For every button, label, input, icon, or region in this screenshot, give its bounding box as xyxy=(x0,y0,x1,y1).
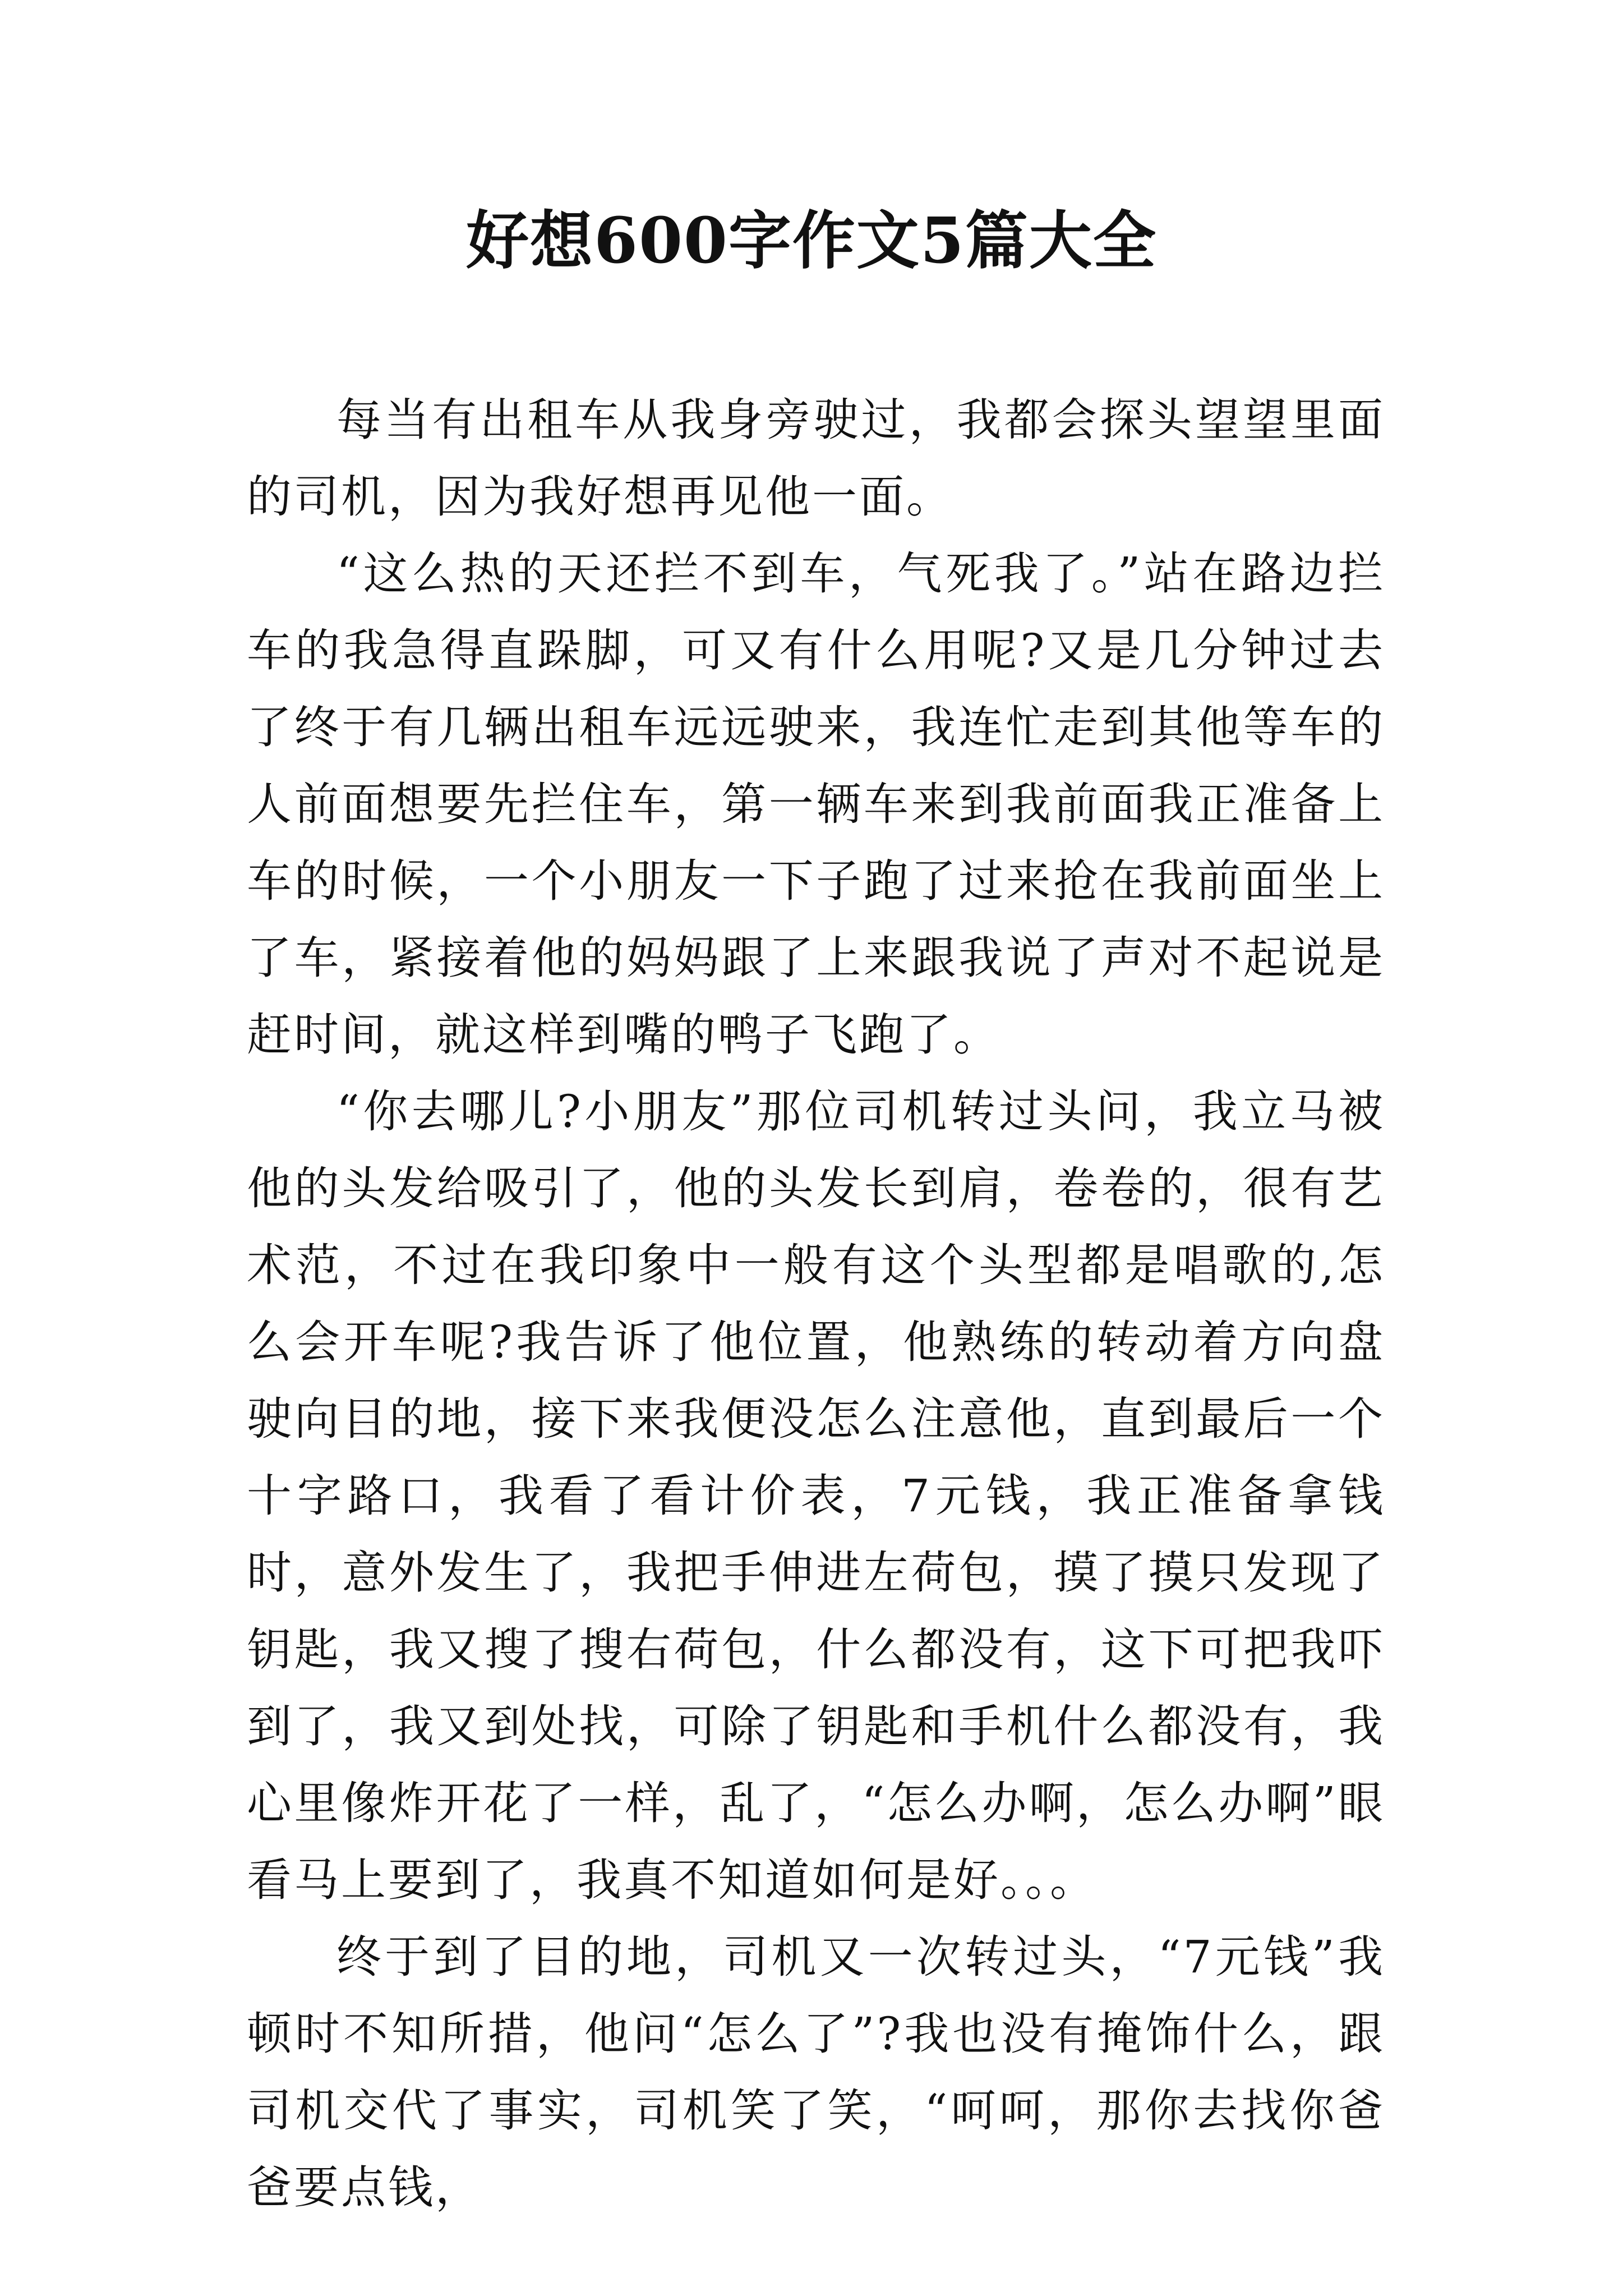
document-body xyxy=(247,381,1385,2226)
paragraph-1: 每当有出租车从我身旁驶过，我都会探头望望里面的司机，因为我好想再见他一面。 xyxy=(247,394,1385,523)
paragraph-4: 终于到了目的地，司机又一次转过头，“7元钱”我顿时不知所措，他问“怎么了”?我也没有掩饰什么，跟司机交代了事实，司机笑了笑，“呵呵，那你去找你爸爸要点钱， xyxy=(247,1931,1385,2214)
paragraph-3: “你去哪儿?小朋友”那位司机转过头问，我立马被他的头发给吸引了，他的头发长到肩，卷卷的，很有艺术范，不过在我印象中一般有这个头型都是唱歌的,怎么会开车呢?我告诉了他位置，他熟练的转动着方向盘驶向目的地，接下来我便没怎么注意他，直到最后一个十字路口，我看了看计价表，7元钱，我正准备拿钱时，意外发生了，我把手伸进左荷包，摸了摸只发现了钥匙，我又搜了搜右荷包，什么都没有，这下可把我吓到了，我又到处找，可除了钥匙和手机什么都没有，我心里像炸开花了一样，乱了，“怎么办啊，怎么办啊”眼看马上要到了，我真不知道如何是好。。。 xyxy=(247,1085,1385,1906)
document-title: 好想600字作文5篇大全 xyxy=(466,204,1157,278)
paragraph-2: “这么热的天还拦不到车，气死我了。”站在路边拦车的我急得直跺脚，可又有什么用呢?又是几分钟过去了终于有几辆出租车远远驶来，我连忙走到其他等车的人前面想要先拦住车，第一辆车来到我前面我正准备上车的时候，一个小朋友一下子跑了过来抢在我前面坐上了车，紧接着他的妈妈跟了上来跟我说了声对不起说是赶时间，就这样到嘴的鸭子飞跑了。 xyxy=(247,547,1385,1061)
